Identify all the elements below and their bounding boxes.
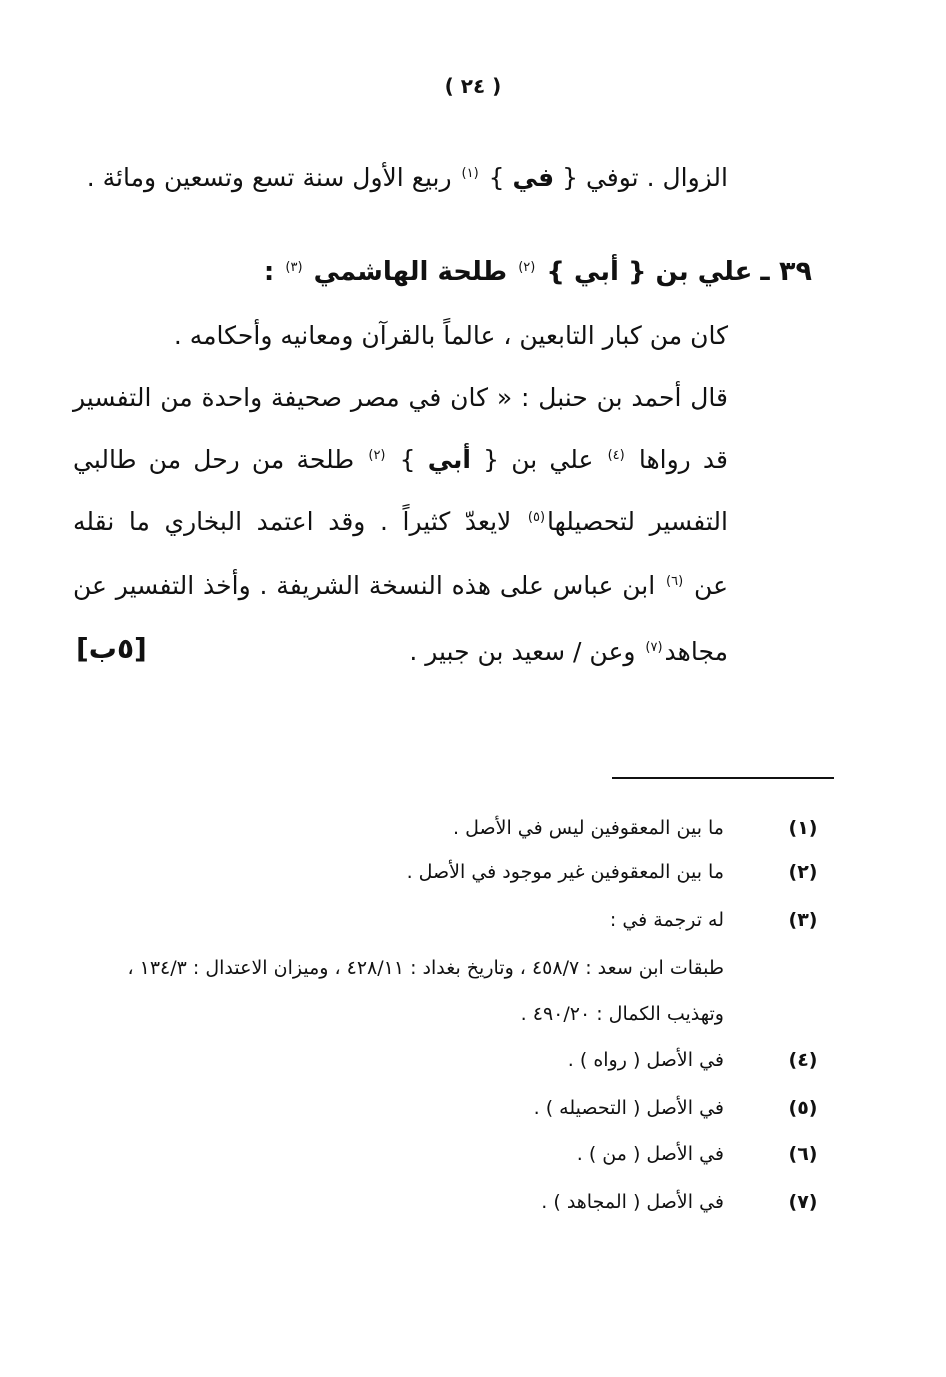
footnote-number: (٥) [788, 1097, 818, 1119]
footnote-ref: (٢) [518, 259, 536, 275]
footnote-2 [72, 852, 832, 892]
footnote-3-continuation-1: طبقات ابن سعد : ٤٥٨/٧ ، وتاريخ بغداد : ٤٢٨/١١ ، وميزان الاعتدال : ١٣٤/٣ ، [127, 957, 724, 979]
footnote-number: (٢) [788, 861, 818, 883]
footnote-ref: (٧) [645, 639, 663, 655]
body-line-1: كان من كبار التابعين ، عالماً بالقرآن ومعانيه وأحكامه . [173, 321, 728, 350]
footnote-3 [72, 900, 832, 940]
footnote-6 [72, 1134, 832, 1174]
footnote-text: في الأصل ( المجاهد ) . [541, 1191, 724, 1213]
footnote-text: ما بين المعقوفين غير موجود في الأصل . [406, 861, 724, 883]
body-line-3: قد رواها $^{(٤)}$ علي بن { أبي } $^{(٢)}$ طلحة من رحل من طالبي [73, 445, 728, 474]
footnote-number: (١) [788, 817, 818, 839]
footnote-ref: (١) [461, 165, 479, 181]
footnote-ref: (٣) [285, 259, 303, 275]
folio-marker: [٥ب] [76, 632, 147, 665]
footnote-number: (٤) [788, 1049, 818, 1071]
entry-heading: ٣٩ ـ علي بن { أبي } $^{(٢)}$ طلحة الهاشمي $^{(٣)}$ : [263, 256, 812, 287]
footnote-ref: (٤) [607, 447, 625, 463]
footnote-text: في الأصل ( رواه ) . [567, 1049, 724, 1071]
entry-number: ٣٩ ـ [760, 256, 812, 287]
footnote-text: ما بين المعقوفين ليس في الأصل . [453, 817, 724, 839]
body-line-4: التفسير لتحصيلها$^{(٥)}$ لايعدّ كثيراً . وقد اعتمد البخاري ما نقله [73, 507, 728, 536]
footnote-number: (٦) [788, 1143, 818, 1165]
body-line-5: عن $^{(٦)}$ ابن عباس على هذه النسخة الشريفة . وأخذ التفسير عن [73, 571, 728, 600]
footnote-number: (٧) [788, 1191, 818, 1213]
footnote-ref: (٢) [368, 447, 386, 463]
footnote-4 [72, 1040, 832, 1080]
footnote-ref: (٦) [666, 573, 684, 589]
footnote-divider [612, 777, 834, 779]
footnote-number: (٣) [788, 909, 818, 931]
intro-line: الزوال . توفي { في } $^{(١)}$ ربيع الأول سنة تسع وتسعين ومائة . [86, 163, 728, 192]
body-line-6: مجاهد$^{(٧)}$ وعن / سعيد بن جبير . [409, 637, 728, 666]
footnote-text: له ترجمة في : [609, 909, 724, 931]
footnote-ref: (٥) [527, 509, 546, 525]
footnote-1 [72, 808, 832, 848]
body-line-2: قال أحمد بن حنبل : « كان في مصر صحيفة واحدة من التفسير [73, 383, 728, 412]
footnote-7 [72, 1182, 832, 1222]
page-number: ( ٢٤ ) [444, 74, 502, 98]
footnote-3-continuation-2: وتهذيب الكمال : ٤٩٠/٢٠ . [520, 1003, 724, 1025]
footnote-text: في الأصل ( من ) . [576, 1143, 724, 1165]
footnote-text: في الأصل ( التحصيله ) . [533, 1097, 724, 1119]
footnote-5 [72, 1088, 832, 1128]
